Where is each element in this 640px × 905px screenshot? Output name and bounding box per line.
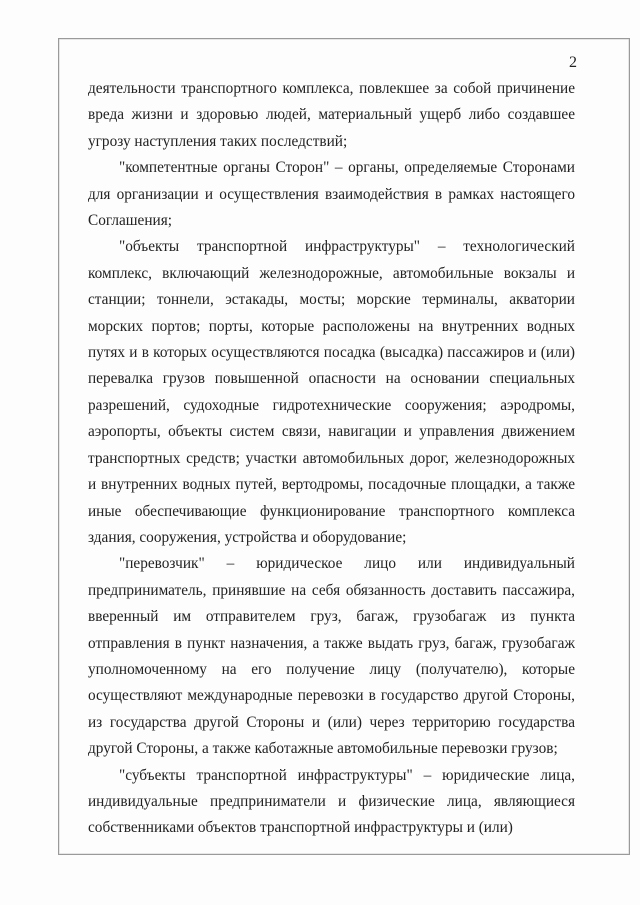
document-body: [88, 76, 575, 842]
paragraph-transport-infrastructure-objects: "объекты транспортной инфраструктуры" – технологический комплекс, включающий железнодорожные, автомобильные вокзалы и станции; тоннели, эстакады, мосты; морские терминалы, акватории морских портов; порты, которые расположены на внутренних водных путях и в которых осуществляются посадка (высадка) пассажиров и (или) перевалка грузов повышенной опасности на основании специальных разрешений, судоходные гидротехнические сооружения; аэродромы, аэропорты, объекты систем связи, навигации и управления движением транспортных средств; участки автомобильных дорог, железнодорожных и внутренних водных путей, вертодромы, посадочные площадки, а также иные обеспечивающие функционирование транспортного комплекса здания, сооружения, устройства и оборудование;: [88, 238, 575, 546]
page-number: 2: [569, 54, 577, 71]
paragraph-carrier: "перевозчик" – юридическое лицо или индивидуальный предприниматель, принявшие на себя обязанность доставить пассажира, вверенный им отправителем груз, багаж, грузобагаж из пункта отправления в пункт назначения, а также выдать груз, багаж, грузобагаж уполномоченному на его получение лицу (получателю), которые осуществляют международные перевозки в государство другой Стороны, из государства другой Стороны и (или) через территорию государства другой Стороны, а также каботажные автомобильные перевозки грузов;: [88, 555, 575, 758]
paragraph-competent-authorities: "компетентные органы Сторон" – органы, определяемые Сторонами для организации и осуществления взаимодействия в рамках настоящего Соглашения;: [88, 159, 575, 230]
paragraph-infrastructure-subjects: "субъекты транспортной инфраструктуры" – юридические лица, индивидуальные предприниматели и физические лица, являющиеся собственниками объектов транспортной инфраструктуры и (или): [88, 766, 575, 837]
paragraph-continuation: деятельности транспортного комплекса, повлекшее за собой причинение вреда жизни и здоровью людей, материальный ущерб либо создавшее угрозу наступления таких последствий;: [88, 80, 575, 150]
